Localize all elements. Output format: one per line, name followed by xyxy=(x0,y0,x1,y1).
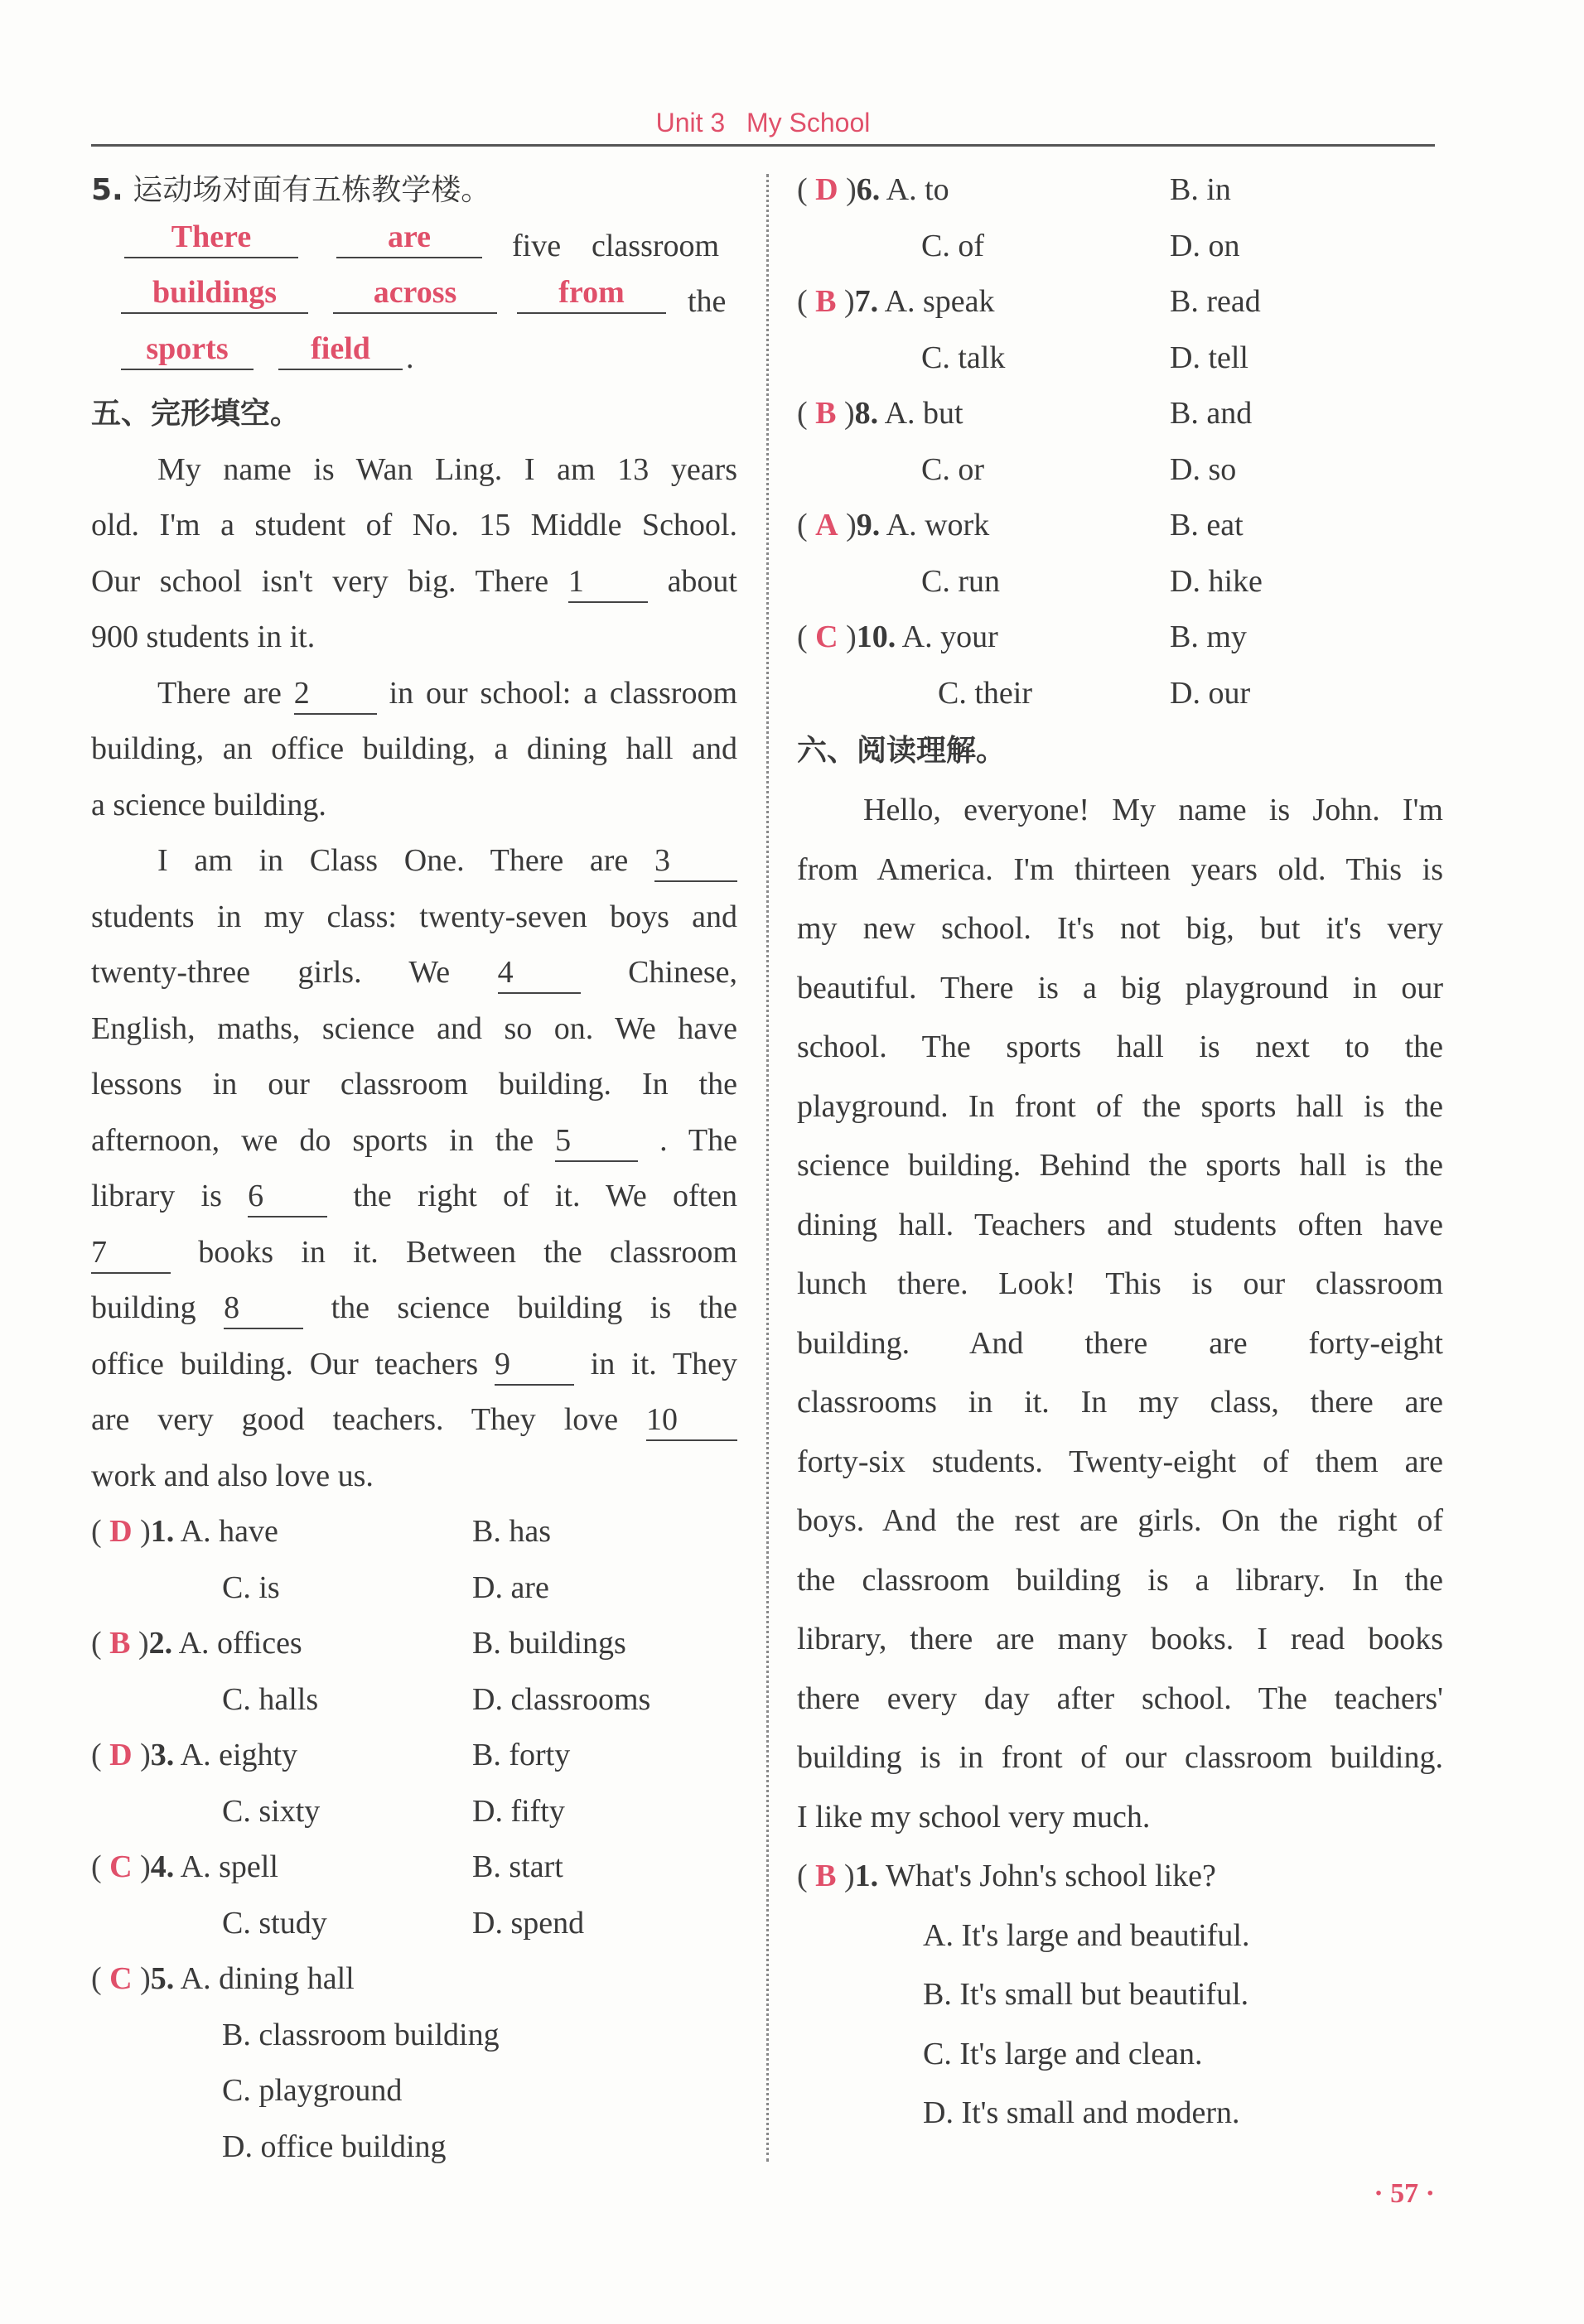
option-b: B. eat xyxy=(1170,508,1244,542)
section5-line-2: buildings across from the xyxy=(91,274,737,330)
option-b: B. start xyxy=(472,1849,563,1884)
answer-blank: There xyxy=(124,219,298,258)
passage-line: building. And there are forty-eight xyxy=(797,1325,1443,1361)
option-c: C. their xyxy=(938,675,1032,711)
option-d: D. office building xyxy=(222,2129,447,2164)
option-b: B. my xyxy=(1170,620,1247,654)
option-b: B. and xyxy=(1170,396,1253,431)
option-c: C. sixty xyxy=(222,1793,321,1829)
option-c: C. of xyxy=(921,228,984,263)
option-d: D. fifty xyxy=(472,1793,565,1829)
cloze-line: There are 2 in our school: a classroom xyxy=(91,666,737,722)
reading-passage xyxy=(797,781,1443,1847)
answer-mark: B xyxy=(815,396,837,431)
passage-line: boys. And the rest are girls. On the right of xyxy=(797,1503,1443,1538)
answer-mark: A xyxy=(815,508,838,542)
passage-line: school. The sports hall is next to the xyxy=(797,1029,1443,1064)
cloze-line: building, an office building, a dining hall and xyxy=(91,731,737,766)
option-c: C. run xyxy=(921,563,1000,599)
option-b: B. forty xyxy=(472,1738,571,1772)
answer-blank: field xyxy=(278,330,403,370)
option-c: C. halls xyxy=(222,1681,319,1717)
cloze-line: lessons in our classroom building. In the xyxy=(91,1067,737,1102)
question-4: ( C )4. A. spell xyxy=(91,1849,278,1884)
cloze-line: 7 books in it. Between the classroom xyxy=(91,1225,737,1281)
column-divider xyxy=(766,174,769,2162)
answer-blank: sports xyxy=(121,330,254,370)
option-b: B. It's small but beautiful. xyxy=(923,1977,1249,2012)
reading-question-1 xyxy=(797,1847,1443,2145)
answer-blank: are xyxy=(336,219,482,258)
answer-blank: across xyxy=(333,274,497,314)
cloze-blank: 10 xyxy=(646,1401,737,1441)
section5-line-3: sports field . xyxy=(91,330,737,387)
question-7: ( B )7. A. speak xyxy=(797,284,995,319)
passage-line: forty-six students. Twenty-eight of them are xyxy=(797,1444,1443,1479)
passage-line: lunch there. Look! This is our classroom xyxy=(797,1266,1443,1301)
answer-mark: B xyxy=(815,284,837,319)
cloze-blank: 7 xyxy=(91,1234,171,1274)
cloze-blank: 3 xyxy=(654,842,737,882)
cloze-line: old. I'm a student of No. 15 Middle School. xyxy=(91,508,737,542)
cloze-line: are very good teachers. They love 10 xyxy=(91,1392,737,1449)
option-d: D. on xyxy=(1170,228,1240,263)
section5-question: 5. 运动场对面有五栋教学楼。 xyxy=(91,173,491,207)
option-b: B. read xyxy=(1170,284,1261,319)
question-3: ( D )3. A. eighty xyxy=(91,1738,298,1772)
unit-title: My School xyxy=(746,108,871,137)
cloze-blank: 4 xyxy=(498,954,581,994)
cloze-line: My name is Wan Ling. I am 13 years xyxy=(157,451,737,487)
question-5: ( C )5. A. dining hall xyxy=(91,1961,355,1996)
option-c: C. playground xyxy=(222,2073,403,2108)
passage-line: the classroom building is a library. In the xyxy=(797,1562,1443,1598)
answer-blank: from xyxy=(517,274,666,314)
passage-line: there every day after school. The teachers' xyxy=(797,1680,1443,1716)
answer-mark: B xyxy=(109,1626,131,1661)
question-1: ( D )1. A. have xyxy=(91,1514,278,1549)
answer-mark: C xyxy=(109,1961,133,1996)
cloze-questions-left xyxy=(91,1504,737,2063)
passage-line: classrooms in it. In my class, there are xyxy=(797,1385,1443,1420)
cloze-heading: 五、完形填空。 xyxy=(91,397,301,431)
option-d: D. so xyxy=(1170,451,1237,487)
option-d: D. our xyxy=(1170,675,1251,711)
reading-question-stem: ( B )1. What's John's school like? xyxy=(797,1859,1216,1893)
passage-line: science building. Behind the sports hall is the xyxy=(797,1148,1443,1183)
cloze-line: a science building. xyxy=(91,787,326,822)
option-c: C. talk xyxy=(921,340,1006,375)
answer-mark: C xyxy=(815,620,838,654)
cloze-line: work and also love us. xyxy=(91,1458,374,1493)
option-c: C. It's large and clean. xyxy=(923,2036,1203,2071)
passage-line: from America. I'm thirteen years old. This is xyxy=(797,851,1443,887)
passage-line: building is in front of our classroom building. xyxy=(797,1740,1443,1775)
cloze-blank: 9 xyxy=(495,1346,574,1386)
option-d: D. It's small and modern. xyxy=(923,2095,1240,2130)
option-a: A. It's large and beautiful. xyxy=(923,1917,1250,1953)
option-b: B. buildings xyxy=(472,1626,626,1661)
cloze-line: 900 students in it. xyxy=(91,620,316,654)
cloze-line: afternoon, we do sports in the 5 . The xyxy=(91,1113,737,1169)
passage-line: I like my school very much. xyxy=(797,1799,1151,1835)
question-2: ( B )2. A. offices xyxy=(91,1626,302,1661)
right-column xyxy=(797,162,1443,2145)
answer-mark: D xyxy=(109,1514,133,1549)
cloze-blank: 5 xyxy=(555,1122,638,1162)
option-d: D. hike xyxy=(1170,563,1263,599)
cloze-line: Our school isn't very big. There 1 about xyxy=(91,554,737,610)
question-6: ( D )6. A. to xyxy=(797,172,949,207)
option-b: B. classroom building xyxy=(222,2017,500,2052)
cloze-line: building 8 the science building is the xyxy=(91,1280,737,1337)
option-c: C. study xyxy=(222,1905,327,1941)
option-d: D. spend xyxy=(472,1905,585,1941)
answer-blank: buildings xyxy=(121,274,308,314)
cloze-line: library is 6 the right of it. We often xyxy=(91,1169,737,1225)
option-b: B. in xyxy=(1170,172,1231,207)
cloze-line: students in my class: twenty-seven boys and xyxy=(91,899,737,934)
option-d: D. are xyxy=(472,1569,549,1605)
cloze-line: twenty-three girls. We 4 Chinese, xyxy=(91,945,737,1001)
cloze-line: I am in Class One. There are 3 xyxy=(91,833,737,890)
section5-line-1: There are five classroom xyxy=(91,219,737,275)
unit-label: Unit 3 xyxy=(655,108,726,137)
option-c: C. is xyxy=(222,1569,280,1605)
passage-line: dining hall. Teachers and students often have xyxy=(797,1207,1443,1242)
question-10: ( C )10. A. your xyxy=(797,620,998,654)
page-number: · 57 · xyxy=(1374,2178,1435,2209)
question-8: ( B )8. A. but xyxy=(797,396,963,431)
cloze-q5-more xyxy=(91,2063,737,2175)
option-c: C. or xyxy=(921,451,984,487)
passage-line: library, there are many books. I read books xyxy=(797,1622,1443,1656)
answer-mark: C xyxy=(109,1849,133,1884)
cloze-blank: 1 xyxy=(568,563,648,603)
passage-line: Hello, everyone! My name is John. I'm xyxy=(863,793,1443,827)
answer-mark: D xyxy=(109,1738,133,1772)
answer-mark: D xyxy=(815,172,838,207)
cloze-blank: 6 xyxy=(248,1178,327,1217)
cloze-blank: 8 xyxy=(224,1290,303,1329)
option-d: D. tell xyxy=(1170,340,1248,375)
cloze-line: office building. Our teachers 9 in it. They xyxy=(91,1337,737,1393)
question-9: ( A )9. A. work xyxy=(797,508,990,542)
page-header xyxy=(91,101,1435,147)
passage-line: my new school. It's not big, but it's very xyxy=(797,911,1443,946)
cloze-questions-right xyxy=(797,162,1443,721)
cloze-line: English, maths, science and so on. We have xyxy=(91,1010,737,1046)
cloze-blank: 2 xyxy=(294,675,377,715)
passage-line: beautiful. There is a big playground in our xyxy=(797,970,1443,1005)
option-d: D. classrooms xyxy=(472,1681,651,1717)
option-b: B. has xyxy=(472,1514,551,1549)
passage-line: playground. In front of the sports hall is the xyxy=(797,1088,1443,1124)
answer-mark: B xyxy=(815,1859,837,1893)
left-column xyxy=(91,162,737,2175)
reading-heading: 六、阅读理解。 xyxy=(797,734,1007,768)
